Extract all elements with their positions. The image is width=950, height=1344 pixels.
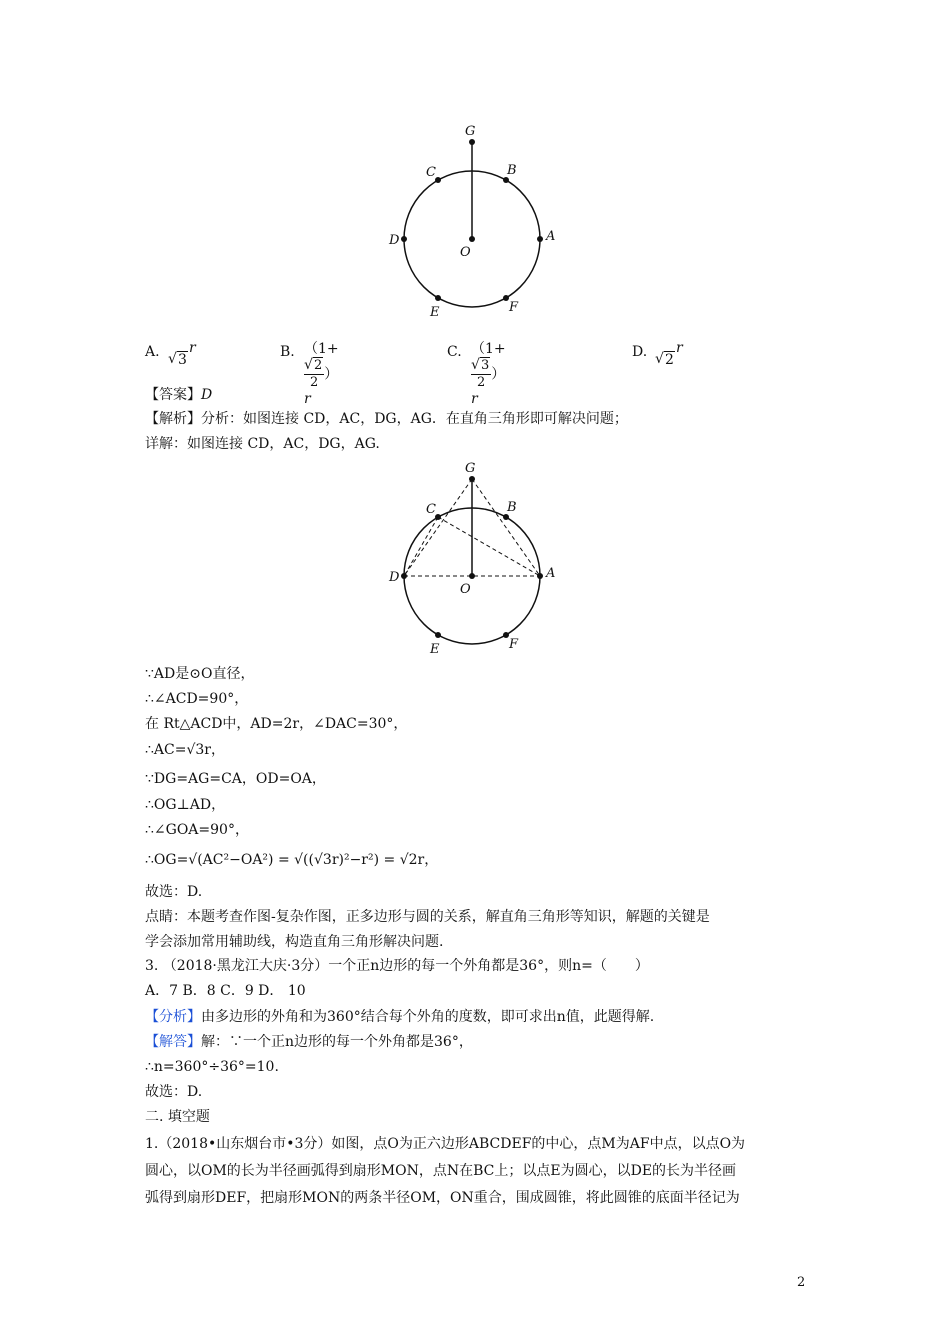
label-d: D bbox=[389, 233, 400, 248]
figure-circle-1 bbox=[380, 115, 570, 325]
option-a-label: A. bbox=[145, 344, 160, 360]
label-o: O bbox=[460, 582, 471, 597]
proof-line-6: ∴OG⊥AD， bbox=[145, 797, 226, 813]
detail-line: 详解：如图连接 CD，AC，DG，AG. bbox=[145, 436, 380, 452]
label-g: G bbox=[465, 461, 476, 476]
label-a: A bbox=[546, 566, 556, 581]
option-d-label: D. bbox=[632, 344, 648, 360]
label-f: F bbox=[509, 300, 519, 315]
option-b-value: （1+ √ $\frac{2}{2}$ ）r bbox=[304, 338, 339, 407]
q3-calc: ∴n=360°÷36°=10. bbox=[145, 1059, 279, 1075]
answer-line: 【答案】D bbox=[145, 387, 213, 403]
proof-line-7: ∴∠GOA=90°， bbox=[145, 822, 249, 838]
proof-line-4: ∴AC=√3r， bbox=[145, 742, 225, 758]
label-f: F bbox=[509, 637, 519, 652]
section-heading: 二. 填空题 bbox=[145, 1109, 210, 1125]
proof-line-9: 故选：D. bbox=[145, 884, 203, 900]
proof-line-5: ∵DG=AG=CA，OD=OA， bbox=[145, 771, 326, 787]
circle-diagram-1 bbox=[380, 115, 570, 325]
option-c-label: C. bbox=[447, 344, 462, 360]
label-b: B bbox=[507, 500, 517, 515]
label-o: O bbox=[460, 245, 471, 260]
label-g: G bbox=[465, 124, 476, 139]
q3-choices: A．7 B．8 C．9 D． 10 bbox=[145, 983, 306, 999]
option-d-value: √ 2 bbox=[656, 352, 675, 368]
comment-line-1: 点睛：本题考查作图-复杂作图，正多边形与圆的关系，解直角三角形等知识，解题的关键是 bbox=[145, 909, 710, 925]
circle-diagram-2 bbox=[380, 452, 570, 662]
option-c-value: （1+ √ $\frac{3}{2}$ ）r bbox=[471, 338, 506, 407]
q3-conclude: 故选：D. bbox=[145, 1084, 203, 1100]
q3-solution: 【解答】解：∵一个正n边形的每一个外角都是36°， bbox=[145, 1034, 473, 1050]
comment-line-2: 学会添加常用辅助线，构造直角三角形解决问题. bbox=[145, 934, 444, 950]
proof-line-1: ∵AD是⊙O直径， bbox=[145, 666, 255, 682]
q3-stem: 3. （2018·黑龙江大庆·3分）一个正n边形的每一个外角都是36°，则n=（ ） bbox=[145, 958, 649, 974]
label-e: E bbox=[430, 642, 440, 657]
label-c: C bbox=[426, 502, 436, 517]
option-b-label: B. bbox=[280, 344, 295, 360]
answer-options: A. √ 3 r B. （1+ √ $\frac{2}{2}$ ）r C. （1+ √ $\frac{3}{2}$ ）r D. √ 2 r bbox=[145, 338, 845, 378]
option-a-value: √ 3 bbox=[169, 352, 188, 368]
proof-line-2: ∴∠ACD=90°， bbox=[145, 691, 249, 707]
label-d: D bbox=[389, 570, 400, 585]
proof-line-8: ∴OG=√(AC²−OA²) = √((√3r)²−r²) = √2r， bbox=[145, 852, 439, 868]
analysis-line: 【解析】分析：如图连接 CD，AC，DG，AG．在直角三角形即可解决问题； bbox=[145, 411, 628, 427]
label-b: B bbox=[507, 163, 517, 178]
figure-circle-2 bbox=[380, 452, 570, 662]
q1-line-1: 1.（2018•山东烟台市•3分）如图，点O为正六边形ABCDEF的中心，点M为AF中点，以点O为 bbox=[145, 1136, 746, 1152]
q1-line-2: 圆心，以OM的长为半径画弧得到扇形MON，点N在BC上；以点E为圆心，以DE的长为半径画 bbox=[145, 1163, 737, 1179]
proof-line-3: 在 Rt△ACD中，AD=2r，∠DAC=30°， bbox=[145, 716, 408, 732]
q1-line-3: 弧得到扇形DEF，把扇形MON的两条半径OM，ON重合，围成圆锥，将此圆锥的底面半径记为 bbox=[145, 1190, 740, 1206]
q3-analysis: 【分析】由多边形的外角和为360°结合每个外角的度数，即可求出n值，此题得解. bbox=[145, 1009, 655, 1025]
label-e: E bbox=[430, 305, 440, 320]
label-c: C bbox=[426, 165, 436, 180]
label-a: A bbox=[546, 229, 556, 244]
page-number: 2 bbox=[797, 1275, 806, 1290]
